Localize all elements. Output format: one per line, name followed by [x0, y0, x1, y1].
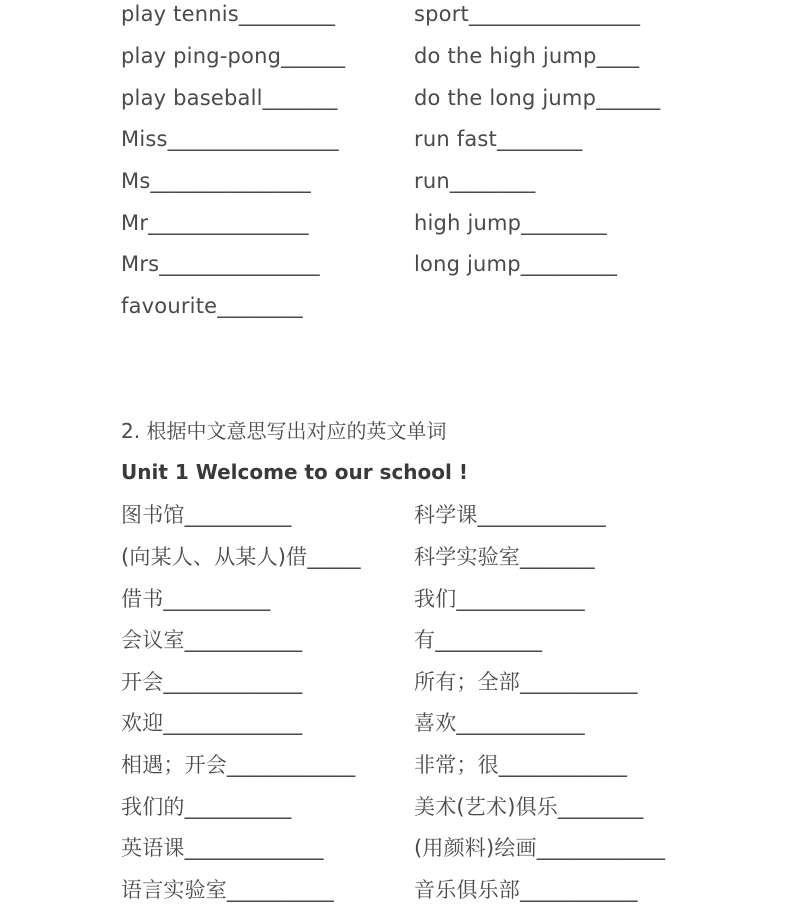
vocab-row: [0, 876, 800, 908]
vocab-row: [0, 501, 800, 533]
vocab-item: 会议室___________: [121, 628, 303, 652]
vocab-item: long jump_________: [414, 252, 618, 276]
vocab-item: do the high jump____: [414, 44, 640, 68]
vocab-item: Ms_______________: [121, 169, 311, 193]
vocab-item: 非常；很____________: [414, 753, 628, 777]
vocab-item: 所有；全部___________: [414, 670, 638, 694]
vocab-item: 有__________: [414, 628, 543, 652]
vocab-item: run________: [414, 169, 536, 193]
vocab-item: play ping-pong______: [121, 44, 346, 68]
vocab-item: 喜欢____________: [414, 711, 585, 735]
vocab-item: 相遇；开会____________: [121, 753, 356, 777]
vocab-row: [0, 292, 800, 324]
vocab-item: 音乐俱乐部___________: [414, 878, 638, 902]
vocab-row: [0, 834, 800, 866]
vocab-item: 科学实验室_______: [414, 545, 595, 569]
vocab-item: (向某人、从某人)借_____: [121, 545, 361, 569]
vocab-row: [0, 125, 800, 157]
vocab-item: 开会_____________: [121, 670, 303, 694]
vocab-item: play tennis_________: [121, 2, 336, 26]
vocab-row: [0, 668, 800, 700]
vocab-item: 美术(艺术)俱乐________: [414, 795, 644, 819]
vocab-row: [0, 0, 800, 32]
vocab-item: run fast________: [414, 127, 583, 151]
vocab-item: Mr_______________: [121, 211, 309, 235]
vocab-row: [0, 793, 800, 825]
vocab-item: 欢迎_____________: [121, 711, 303, 735]
vocab-row: [0, 626, 800, 658]
vocab-row: [0, 543, 800, 575]
vocab-item: 英语课_____________: [121, 836, 324, 860]
vocab-item: 我们的__________: [121, 795, 292, 819]
vocab-row: [0, 751, 800, 783]
vocab-row: [0, 167, 800, 199]
section-heading: 2. 根据中文意思写出对应的英文单词: [121, 419, 447, 443]
vocab-item: 科学课____________: [414, 503, 606, 527]
vocab-item: 借书__________: [121, 587, 271, 611]
vocab-item: sport________________: [414, 2, 641, 26]
vocab-item: Miss________________: [121, 127, 339, 151]
vocab-item: 图书馆__________: [121, 503, 292, 527]
vocab-item: (用颜料)绘画____________: [414, 836, 666, 860]
vocab-row: [0, 84, 800, 116]
vocab-row: [0, 709, 800, 741]
vocab-row: [0, 250, 800, 282]
vocab-row: [0, 209, 800, 241]
vocab-row: [0, 42, 800, 74]
vocab-item: play baseball_______: [121, 86, 338, 110]
vocab-item: high jump________: [414, 211, 607, 235]
vocab-row: [0, 585, 800, 617]
vocab-item: 我们____________: [414, 587, 585, 611]
vocab-item: Mrs_______________: [121, 252, 320, 276]
vocab-item: 语言实验室__________: [121, 878, 334, 902]
vocab-item: favourite________: [121, 294, 303, 318]
unit-title: Unit 1 Welcome to our school !: [121, 460, 468, 484]
vocab-item: do the long jump______: [414, 86, 661, 110]
